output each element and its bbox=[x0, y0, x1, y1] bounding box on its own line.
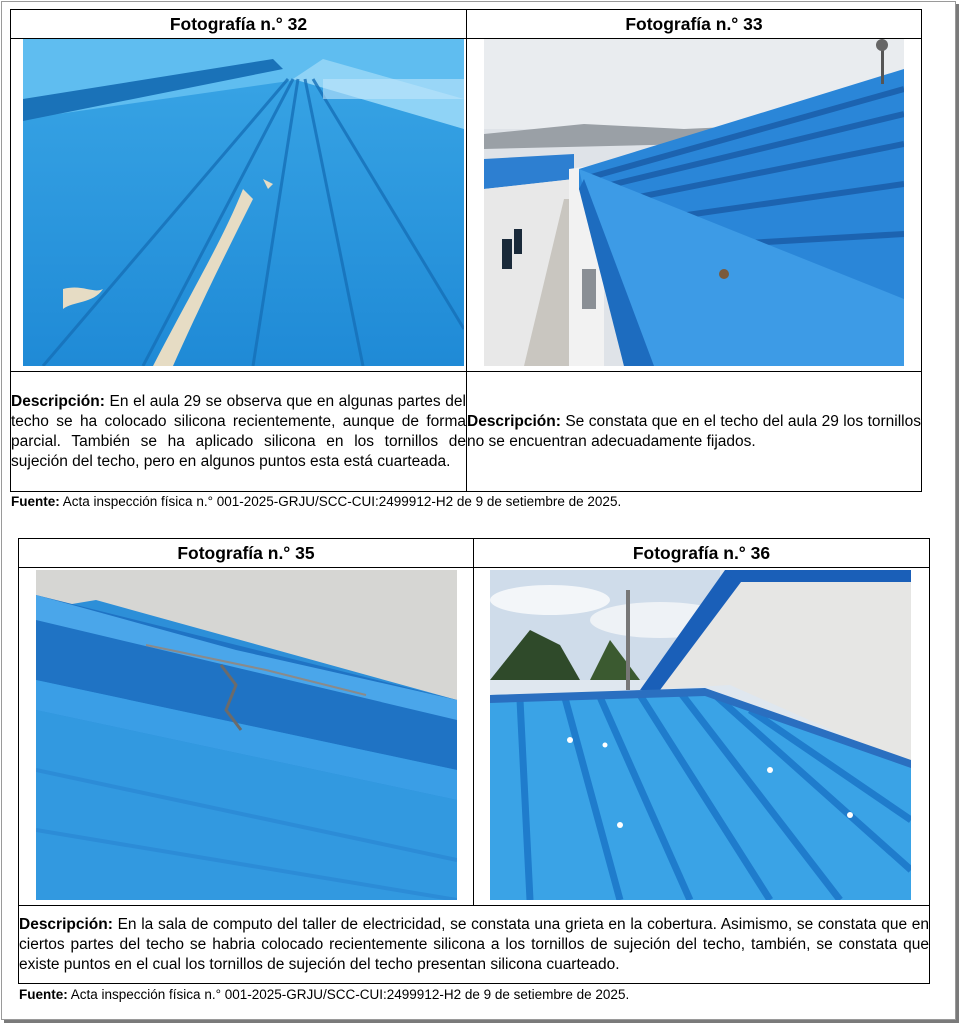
photo-description-33 bbox=[467, 372, 922, 492]
description-label: Descripción: bbox=[467, 412, 561, 430]
photo-32-roof-silicone bbox=[23, 39, 464, 366]
photo-table-2 bbox=[18, 538, 930, 984]
photo-cell-35 bbox=[19, 568, 474, 906]
source-text: Acta inspección física n.° 001-2025-GRJU/SCC-CUI:2499912-H2 de 9 de setiembre de 2025. bbox=[59, 494, 622, 509]
source-note-1 bbox=[11, 494, 621, 509]
source-note-2 bbox=[19, 987, 629, 1002]
description-text: En el aula 29 se observa que en algunas partes del techo se ha colocado silicona recientemente, aunque de forma parcial. También se ha aplicado silicona en los tornillos de sujeción del techo, pero en algunos puntos esta está cuarteada. bbox=[11, 392, 466, 470]
photo-description-35-36 bbox=[19, 906, 930, 984]
photo-cell-36 bbox=[474, 568, 930, 906]
description-label: Descripción: bbox=[11, 392, 105, 410]
photo-title-36: Fotografía n.° 36 bbox=[474, 539, 930, 568]
photo-36-roof-overview bbox=[490, 570, 911, 900]
description-text: En la sala de computo del taller de electricidad, se constata una grieta en la cobertura. Asimismo, se constata que en ciertos partes del techo se habria colocado recientemente silicona a los tornillos de sujeción del techo, también, se constata que existe puntos en el cual los tornillos de sujeción del techo presentan silicona cuarteado. bbox=[19, 915, 929, 973]
description-label: Descripción: bbox=[19, 915, 113, 933]
photo-description-32 bbox=[11, 372, 467, 492]
source-text: Acta inspección física n.° 001-2025-GRJU/SCC-CUI:2499912-H2 de 9 de setiembre de 2025. bbox=[67, 987, 630, 1002]
photo-title-35: Fotografía n.° 35 bbox=[19, 539, 474, 568]
photo-title-32: Fotografía n.° 32 bbox=[11, 10, 467, 39]
description-text: Se constata que en el techo del aula 29 los tornillos no se encuentran adecuadamente fijados. bbox=[467, 412, 921, 450]
source-label: Fuente: bbox=[19, 987, 68, 1002]
photo-cell-33 bbox=[467, 39, 922, 372]
photo-33-roof-screws bbox=[484, 39, 904, 366]
photo-title-33: Fotografía n.° 33 bbox=[467, 10, 922, 39]
photo-table-1 bbox=[10, 9, 922, 492]
source-label: Fuente: bbox=[11, 494, 60, 509]
photo-cell-32 bbox=[11, 39, 467, 372]
photo-35-roof-crack bbox=[36, 570, 457, 900]
